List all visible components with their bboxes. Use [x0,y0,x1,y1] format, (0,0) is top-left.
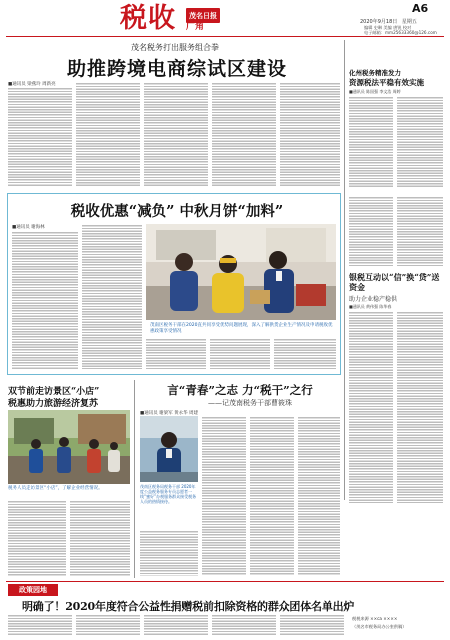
youth-body-col3 [250,416,294,576]
village-title: 双节前走访景区“小店” [8,387,100,397]
side2-title: 银税互动以“信”换“贷”送资金 [349,272,440,292]
mid-body-col1 [12,231,78,369]
lead-byline: ■通讯员 梁燕玲 周新亮 [8,82,56,87]
subsection-title: 广角 [186,22,205,32]
mid-body-col3 [146,338,206,369]
paper-logo [186,8,220,23]
side1-body-col3 [349,196,393,266]
village-photo [8,410,130,484]
policy-tag [8,584,58,596]
lead-body-col2 [76,82,140,187]
policy-credit: 税税来源 ××ca ×××× [352,616,398,621]
side2-body-col2 [397,311,443,503]
side2-subtitle: 助力企业稳产稳供 [349,296,398,303]
lead-body-col3 [144,82,208,187]
youth-photo-image [140,416,198,482]
policy-credit-source: （茂名市税务局办公室供稿） [352,624,407,629]
youth-body-col1 [140,530,198,576]
mid-photo [146,224,336,320]
youth-subtitle: ——记茂南税务干部曹筱珠 [208,399,292,407]
mid-body-col5 [274,338,336,369]
mid-byline: ■通讯员 谢海林 [12,225,45,230]
side1-body-col4 [397,196,443,266]
masthead [0,0,450,36]
mid-photo-image [146,224,336,320]
masthead-rule [6,36,444,37]
village-body-col2 [70,500,130,576]
youth-photo-caption: 茂南区税务局税务干部 2020年度公益税务服务专员志愿者一线“蜜好”办税服务群众接受税务人员的热情接待。 [140,484,197,504]
youth-body-col2 [202,416,246,576]
issue-date-text: 2020年9月18日 [360,19,398,25]
editors-line: 编辑 史琳 美编 唐锐 校对 [364,25,412,30]
lead-body-col1 [8,87,72,187]
village-subtitle: 税惠助力旅游经济复苏 [8,399,99,409]
lower-divider [134,380,135,578]
side1-title: 资源税法平稳有效实施 [349,78,424,87]
village-body-col1 [8,500,66,576]
lead-body-col4 [212,82,276,187]
youth-title: 言“青春”之志 力“税干”之行 [167,383,313,397]
lead-body-col5 [280,82,340,187]
vertical-divider [344,40,345,500]
side1-byline: ■通讯员 陈国强 李文浩 周婷 [349,89,401,94]
side2-byline: ■通讯员 黄伟强 陈华春 [349,304,392,309]
youth-byline: ■通讯员 谢梁军 黄永华 周建 [140,411,199,416]
side2-body-col1 [349,311,393,503]
policy-body-col5 [280,614,344,636]
section-title: 税收 [120,3,176,34]
youth-photo [140,416,198,482]
policy-body-col1 [8,614,72,636]
mid-body-col2 [82,224,142,369]
side1-body-col2 [397,96,443,188]
lead-kicker: 茂名税务打出服务组合拳 [131,43,219,52]
village-photo-caption: 税务人员走访景区“小店”，了解企业经营情况。 [8,486,103,491]
policy-rule [6,581,444,582]
side1-body-col1 [349,96,393,188]
mid-body-col4 [210,338,270,369]
email-line: 电子邮箱：mm25633360@126.com [364,30,437,35]
policy-tag-text: 政策园地 [19,585,47,594]
mid-title: 税收优惠“减负” 中秋月饼“加料” [70,203,284,220]
issue-weekday: 星期五 [401,19,417,25]
page-number: A6 [412,2,429,15]
lead-title: 助推跨境电商综试区建设 [66,58,287,80]
policy-body-col4 [212,614,276,636]
village-photo-image [8,410,130,484]
issue-date [360,18,417,25]
side1-kicker: 化州税务精准发力 [349,69,401,77]
paper-logo-text: 茂名日报 [189,11,217,20]
policy-body-col3 [144,614,208,636]
policy-title: 明确了！2020年度符合公益性捐赠税前扣除资格的群众团体名单出炉 [22,600,355,613]
policy-body-col2 [76,614,140,636]
youth-body-col4 [298,416,340,576]
mid-photo-caption: 茂南区税务干部在2020直共同享受优势问题展现，深入了解供货企业生产情况及申请税收优惠政策享受情况 [150,323,333,334]
